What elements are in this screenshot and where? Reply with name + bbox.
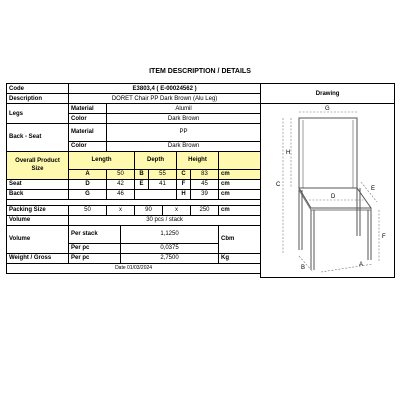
volume-label: Volume <box>7 225 69 253</box>
front-left-leg <box>311 210 314 270</box>
seat-depth-value: 41 <box>149 179 177 189</box>
drawing-cell <box>261 104 395 278</box>
dim-c-label: C <box>276 182 281 188</box>
dim-b-label: B <box>301 265 306 271</box>
volume-row-label: Volume <box>7 215 69 225</box>
dimensions-header-blank <box>219 151 261 169</box>
seat-label: Seat <box>7 179 69 189</box>
backseat-color-label: Color <box>69 141 107 151</box>
seat-length-value: 42 <box>107 179 135 189</box>
sheet-date: Date 01/03/2024 <box>7 263 261 273</box>
dim-g-label: G <box>325 106 330 112</box>
packing-label: Packing Size <box>7 205 69 215</box>
seat-height-value: 45 <box>191 179 219 189</box>
packing-x1: x <box>107 205 135 215</box>
overall-depth-value: 55 <box>149 169 177 179</box>
seat-length-key: D <box>69 179 107 189</box>
dim-f-label: F <box>382 234 386 240</box>
length-header: Length <box>69 151 135 169</box>
back-length-value: 46 <box>107 189 135 199</box>
dim-e-label: E <box>371 186 376 192</box>
packing-width: 90 <box>135 205 163 215</box>
volume-per-stack-value: 1,1250 <box>121 225 219 243</box>
spacer-bottom-2 <box>7 276 261 278</box>
seat-height-key: F <box>177 179 191 189</box>
height-header: Height <box>177 151 219 169</box>
sheet-title: ITEM DESCRIPTION / DETAILS <box>149 68 251 75</box>
weight-per-pc-label: Per pc <box>69 253 121 263</box>
overall-height-value: 83 <box>191 169 219 179</box>
packing-length: 50 <box>69 205 107 215</box>
seat-depth-key: E <box>135 179 149 189</box>
code-label: Code <box>7 84 69 94</box>
overall-length-key: A <box>69 169 107 179</box>
overall-depth-key: B <box>135 169 149 179</box>
description-value: DORET Chair PP Dark Brown (Alu Leg) <box>69 94 261 104</box>
back-length-key: G <box>69 189 107 199</box>
overall-height-key: C <box>177 169 191 179</box>
dim-h-label: H <box>286 150 291 156</box>
back-height-value: 39 <box>191 189 219 199</box>
spec-table <box>6 83 395 278</box>
code-value: E3803,4 ( E-00024562 ) <box>69 84 261 94</box>
legs-material-label: Material <box>69 104 107 114</box>
legs-color-label: Color <box>69 114 107 124</box>
legs-label: Legs <box>7 104 69 124</box>
legs-material-value: Alumil <box>107 104 261 114</box>
dim-d-label: D <box>331 194 336 200</box>
backseat-label: Back - Seat <box>7 124 69 152</box>
legs-material-row <box>7 104 395 114</box>
packing-x2: x <box>163 205 191 215</box>
backrest-shape <box>299 118 357 188</box>
packing-height: 250 <box>191 205 219 215</box>
volume-per-pc-value: 0,0375 <box>121 243 219 253</box>
backseat-color-value: Dark Brown <box>107 141 261 151</box>
volume-unit: Cbm <box>219 225 261 253</box>
packing-unit: cm <box>219 205 261 215</box>
back-unit: cm <box>219 189 261 199</box>
back-depth-blank <box>135 189 177 199</box>
chair-drawing <box>261 104 395 274</box>
backseat-material-value: PP <box>107 124 261 142</box>
weight-unit: Kg <box>219 253 261 263</box>
description-label: Description <box>7 94 69 104</box>
volume-per-pc-label: Per pc <box>69 243 121 253</box>
volume-per-stack-label: Per stack <box>69 225 121 243</box>
backseat-material-label: Material <box>69 124 107 142</box>
back-label: Back <box>7 189 69 199</box>
seat-unit: cm <box>219 179 261 189</box>
depth-header: Depth <box>135 151 177 169</box>
weight-value: 2,7500 <box>121 253 219 263</box>
rear-right-leg <box>357 188 360 236</box>
front-right-leg <box>368 210 371 260</box>
dim-a-label: A <box>359 262 364 268</box>
rear-left-leg <box>299 190 302 250</box>
volume-row-value: 30 pcs / stack <box>69 215 261 225</box>
overall-unit: cm <box>219 169 261 179</box>
code-row <box>7 84 395 94</box>
back-height-key: H <box>177 189 191 199</box>
weight-label: Weight / Gross <box>7 253 69 263</box>
overall-length-value: 50 <box>107 169 135 179</box>
legs-color-value: Dark Brown <box>107 114 261 124</box>
overall-size-label: Overall Product Size <box>7 151 69 179</box>
drawing-label: Drawing <box>261 84 395 104</box>
